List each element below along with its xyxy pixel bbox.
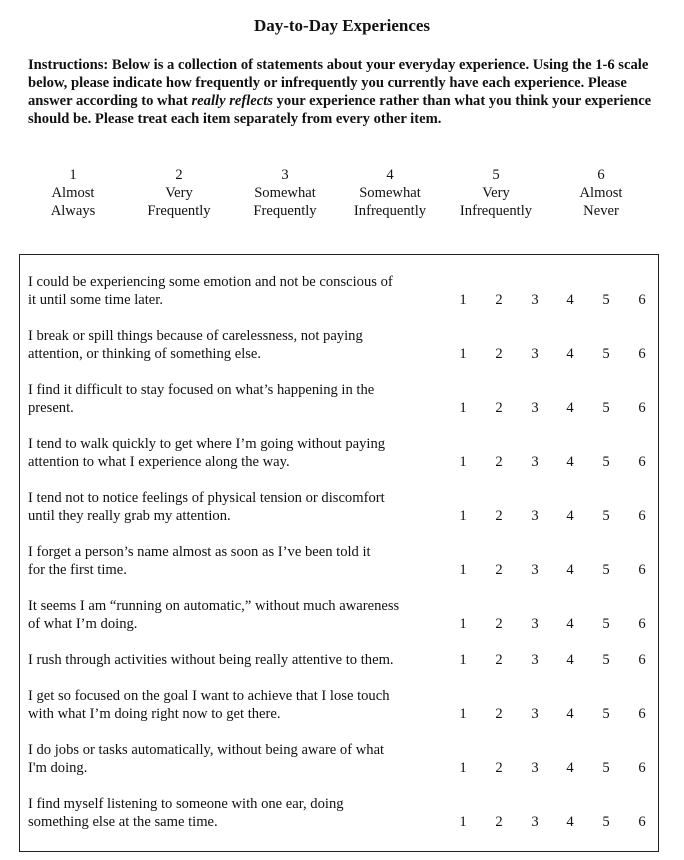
item-statement: [28, 687, 448, 723]
rating-option-4[interactable]: 4: [566, 814, 574, 830]
scale-option-1: [18, 166, 128, 220]
item-statement-line: I forget a person’s name almost as soon as I’ve been told it: [28, 544, 371, 560]
instructions: [28, 56, 656, 128]
list-item: [20, 489, 658, 525]
scale-line1: Almost: [579, 185, 623, 201]
rating-option-1[interactable]: 1: [459, 706, 467, 722]
instructions-text: Instructions: Below is a collection of statements about your everyday experience. Using the 1-6 scale below, please indicate how frequently or infrequently you currently have each experience. Please answer according to what: [28, 57, 649, 109]
rating-option-5[interactable]: 5: [602, 346, 610, 362]
rating-option-4[interactable]: 4: [566, 454, 574, 470]
item-statement-line: I find myself listening to someone with one ear, doing: [28, 796, 344, 812]
scale-line1: Almost: [51, 185, 95, 201]
rating-option-2[interactable]: 2: [495, 454, 503, 470]
item-statement-line: I tend not to notice feelings of physical tension or discomfort: [28, 490, 385, 506]
list-item: [20, 381, 658, 417]
scale-line1: Somewhat: [254, 185, 316, 201]
list-item: [20, 687, 658, 723]
list-item: [20, 741, 658, 777]
scale-line2: Infrequently: [353, 203, 427, 219]
scale-line2: Frequently: [147, 203, 211, 219]
instructions-emphasis: really reflects: [191, 93, 273, 109]
rating-option-3[interactable]: 3: [531, 346, 539, 362]
item-statement-line: for the first time.: [28, 562, 127, 578]
rating-option-4[interactable]: 4: [566, 346, 574, 362]
rating-option-4[interactable]: 4: [566, 508, 574, 524]
page-title: Day-to-Day Experiences: [253, 16, 431, 35]
rating-option-4[interactable]: 4: [566, 292, 574, 308]
rating-option-2[interactable]: 2: [495, 508, 503, 524]
list-item: [20, 651, 658, 669]
item-statement: [28, 597, 448, 633]
rating-scale: [0, 166, 684, 226]
item-statement-line: something else at the same time.: [28, 814, 218, 830]
rating-option-6[interactable]: 6: [638, 652, 646, 668]
rating-option-4[interactable]: 4: [566, 400, 574, 416]
scale-option-4: [335, 166, 445, 220]
rating-option-4[interactable]: 4: [566, 562, 574, 578]
rating-option-1[interactable]: 1: [459, 400, 467, 416]
rating-option-1[interactable]: 1: [459, 814, 467, 830]
item-statement: [28, 435, 448, 471]
item-statement-line: attention to what I experience along the way.: [28, 454, 290, 470]
rating-option-1[interactable]: 1: [459, 292, 467, 308]
scale-option-3: [230, 166, 340, 220]
item-statement-line: I rush through activities without being really attentive to them.: [28, 652, 394, 668]
item-statement: [28, 489, 448, 525]
rating-option-6[interactable]: 6: [638, 562, 646, 578]
rating-option-3[interactable]: 3: [531, 760, 539, 776]
rating-option-6[interactable]: 6: [638, 346, 646, 362]
rating-option-2[interactable]: 2: [495, 292, 503, 308]
rating-option-6[interactable]: 6: [638, 706, 646, 722]
rating-option-3[interactable]: 3: [531, 292, 539, 308]
item-statement: [28, 273, 448, 309]
list-item: [20, 597, 658, 633]
instructions-text-end: your experience rather than what you think your experience should be. Please treat each item separately from every other item.: [28, 93, 652, 127]
scale-num: 5: [492, 167, 500, 183]
rating-option-1[interactable]: 1: [459, 562, 467, 578]
rating-option-5[interactable]: 5: [602, 508, 610, 524]
rating-option-3[interactable]: 3: [531, 616, 539, 632]
rating-option-6[interactable]: 6: [638, 292, 646, 308]
item-statement: [28, 327, 448, 363]
item-statement: [28, 543, 448, 579]
list-item: [20, 543, 658, 579]
rating-option-3[interactable]: 3: [531, 562, 539, 578]
item-statement-line: I could be experiencing some emotion and not be conscious of: [28, 274, 393, 290]
item-statement: [28, 381, 448, 417]
item-statement-line: I get so focused on the goal I want to achieve that I lose touch: [28, 688, 390, 704]
rating-option-1[interactable]: 1: [459, 454, 467, 470]
rating-option-5[interactable]: 5: [602, 616, 610, 632]
list-item: [20, 795, 658, 831]
rating-option-2[interactable]: 2: [495, 616, 503, 632]
item-statement: [28, 651, 448, 669]
scale-option-5: [441, 166, 551, 220]
rating-option-4[interactable]: 4: [566, 652, 574, 668]
item-statement-line: until they really grab my attention.: [28, 508, 231, 524]
item-statement-line: I break or spill things because of carelessness, not paying: [28, 328, 363, 344]
scale-option-6: [546, 166, 656, 220]
item-statement-line: present.: [28, 400, 74, 416]
items-box: [19, 254, 659, 852]
rating-option-2[interactable]: 2: [495, 346, 503, 362]
rating-option-6[interactable]: 6: [638, 508, 646, 524]
rating-option-1[interactable]: 1: [459, 616, 467, 632]
rating-option-5[interactable]: 5: [602, 400, 610, 416]
rating-option-6[interactable]: 6: [638, 814, 646, 830]
rating-option-1[interactable]: 1: [459, 508, 467, 524]
scale-line2: Always: [50, 203, 96, 219]
scale-line2: Frequently: [253, 203, 317, 219]
rating-option-5[interactable]: 5: [602, 814, 610, 830]
scale-line2: Infrequently: [459, 203, 533, 219]
rating-option-5[interactable]: 5: [602, 706, 610, 722]
item-statement-line: it until some time later.: [28, 292, 163, 308]
item-statement-line: I do jobs or tasks automatically, without being aware of what: [28, 742, 385, 758]
rating-option-3[interactable]: 3: [531, 652, 539, 668]
rating-option-4[interactable]: 4: [566, 616, 574, 632]
rating-option-3[interactable]: 3: [531, 454, 539, 470]
rating-option-4[interactable]: 4: [566, 760, 574, 776]
list-item: [20, 273, 658, 309]
scale-line1: Very: [165, 185, 193, 201]
item-statement-line: with what I’m doing right now to get there.: [28, 706, 281, 722]
rating-option-5[interactable]: 5: [602, 562, 610, 578]
scale-option-2: [124, 166, 234, 220]
list-item: [20, 435, 658, 471]
list-item: [20, 327, 658, 363]
rating-option-3[interactable]: 3: [531, 706, 539, 722]
rating-option-4[interactable]: 4: [566, 706, 574, 722]
rating-option-1[interactable]: 1: [459, 346, 467, 362]
rating-option-6[interactable]: 6: [638, 616, 646, 632]
rating-option-2[interactable]: 2: [495, 562, 503, 578]
scale-line1: Very: [482, 185, 510, 201]
rating-option-3[interactable]: 3: [531, 400, 539, 416]
rating-option-6[interactable]: 6: [638, 454, 646, 470]
item-statement-line: of what I’m doing.: [28, 616, 138, 632]
item-statement-line: It seems I am “running on automatic,” without much awareness: [28, 598, 400, 614]
rating-option-1[interactable]: 1: [459, 652, 467, 668]
scale-line1: Somewhat: [359, 185, 421, 201]
scale-line2: Never: [583, 203, 619, 219]
rating-option-2[interactable]: 2: [495, 814, 503, 830]
rating-option-2[interactable]: 2: [495, 652, 503, 668]
rating-option-5[interactable]: 5: [602, 760, 610, 776]
rating-option-2[interactable]: 2: [495, 706, 503, 722]
rating-option-2[interactable]: 2: [495, 400, 503, 416]
scale-num: 4: [386, 167, 394, 183]
rating-option-5[interactable]: 5: [602, 454, 610, 470]
item-statement-line: I'm doing.: [28, 760, 88, 776]
rating-option-1[interactable]: 1: [459, 760, 467, 776]
rating-option-3[interactable]: 3: [531, 814, 539, 830]
rating-option-6[interactable]: 6: [638, 400, 646, 416]
scale-num: 2: [175, 167, 183, 183]
rating-option-5[interactable]: 5: [602, 652, 610, 668]
rating-option-6[interactable]: 6: [638, 760, 646, 776]
scale-num: 1: [69, 167, 77, 183]
item-statement: [28, 795, 448, 831]
scale-num: 6: [597, 167, 605, 183]
item-statement-line: attention, or thinking of something else.: [28, 346, 262, 362]
rating-option-5[interactable]: 5: [602, 292, 610, 308]
scale-num: 3: [281, 167, 289, 183]
rating-option-3[interactable]: 3: [531, 508, 539, 524]
item-statement: [28, 741, 448, 777]
rating-option-2[interactable]: 2: [495, 760, 503, 776]
item-statement-line: I find it difficult to stay focused on what’s happening in the: [28, 382, 375, 398]
item-statement-line: I tend to walk quickly to get where I’m going without paying: [28, 436, 386, 452]
